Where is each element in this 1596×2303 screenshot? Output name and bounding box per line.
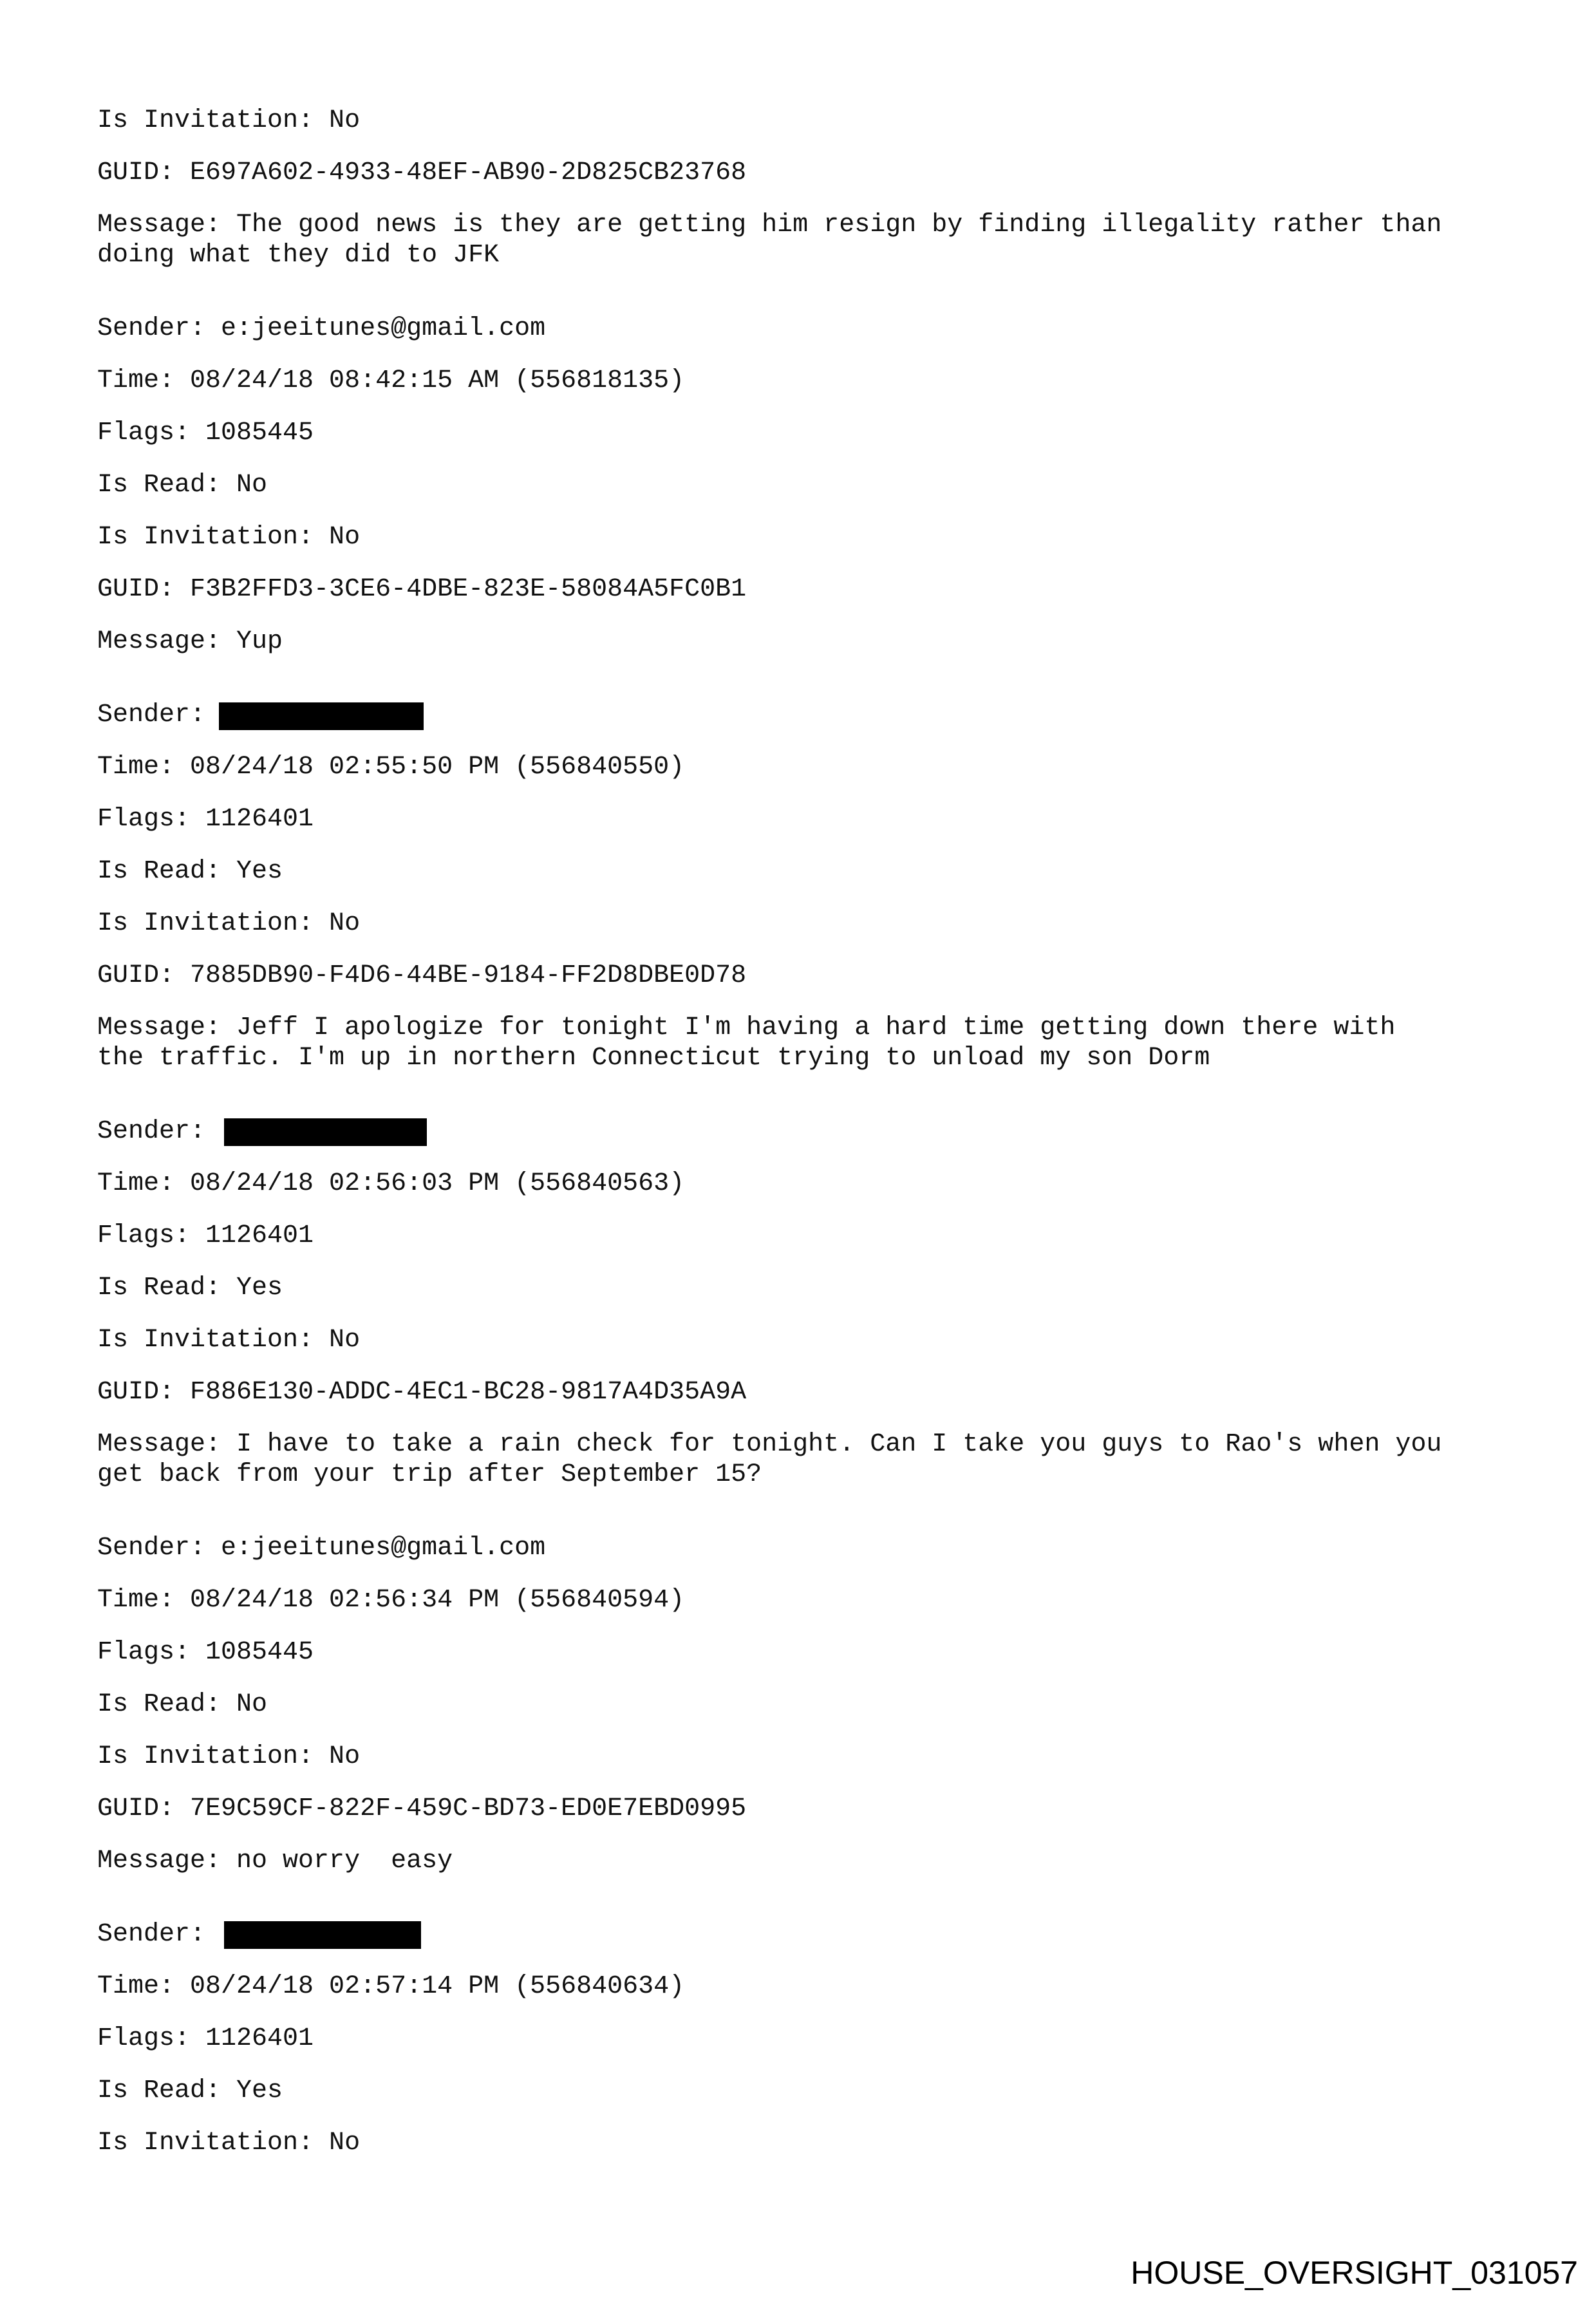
field-is-read: Is Read: Yes (97, 2076, 283, 2105)
field-flags: Flags: 1085445 (97, 1638, 314, 1667)
field-is-invitation: Is Invitation: No (97, 909, 361, 938)
field-guid: GUID: 7885DB90-F4D6-44BE-9184-FF2D8DBE0D78 (97, 961, 747, 990)
field-time: Time: 08/24/18 02:55:50 PM (556840550) (97, 753, 685, 782)
field-time: Time: 08/24/18 08:42:15 AM (556818135) (97, 366, 685, 395)
field-guid: GUID: F3B2FFD3-3CE6-4DBE-823E-58084A5FC0B1 (97, 575, 747, 604)
field-is-read: Is Read: Yes (97, 1274, 283, 1302)
field-sender: Sender: (97, 1117, 206, 1146)
field-message-continuation: get back from your trip after September 15? (97, 1460, 762, 1489)
field-sender: Sender: e:jeeitunes@gmail.com (97, 314, 546, 343)
field-flags: Flags: 1126401 (97, 805, 314, 834)
field-message: Message: Jeff I apologize for tonight I'm having a hard time getting down there with (97, 1013, 1396, 1042)
field-is-invitation: Is Invitation: No (97, 106, 361, 135)
field-time: Time: 08/24/18 02:56:03 PM (556840563) (97, 1169, 685, 1198)
field-is-invitation: Is Invitation: No (97, 523, 361, 552)
field-message-continuation: doing what they did to JFK (97, 241, 500, 270)
field-message-continuation: the traffic. I'm up in northern Connecticut trying to unload my son Dorm (97, 1044, 1210, 1073)
redaction-box (219, 702, 424, 730)
field-sender: Sender: e:jeeitunes@gmail.com (97, 1534, 546, 1563)
field-is-invitation: Is Invitation: No (97, 1326, 361, 1355)
field-guid: GUID: 7E9C59CF-822F-459C-BD73-ED0E7EBD0995 (97, 1794, 747, 1823)
field-guid: GUID: F886E130-ADDC-4EC1-BC28-9817A4D35A9A (97, 1378, 747, 1407)
bates-number: HOUSE_OVERSIGHT_031057 (1131, 2255, 1578, 2291)
field-is-invitation: Is Invitation: No (97, 2129, 361, 2157)
field-flags: Flags: 1126401 (97, 1221, 314, 1250)
field-message: Message: The good news is they are getting him resign by finding illegality rather than (97, 211, 1442, 240)
field-message: Message: Yup (97, 627, 283, 656)
field-is-read: Is Read: No (97, 1690, 268, 1719)
field-is-invitation: Is Invitation: No (97, 1742, 361, 1771)
field-sender: Sender: (97, 1920, 206, 1949)
redaction-box (224, 1921, 421, 1949)
field-message: Message: no worry easy (97, 1847, 453, 1875)
field-sender: Sender: (97, 700, 206, 729)
field-is-read: Is Read: Yes (97, 857, 283, 886)
field-is-read: Is Read: No (97, 471, 268, 500)
field-flags: Flags: 1126401 (97, 2024, 314, 2053)
field-flags: Flags: 1085445 (97, 418, 314, 447)
field-time: Time: 08/24/18 02:57:14 PM (556840634) (97, 1972, 685, 2001)
field-guid: GUID: E697A602-4933-48EF-AB90-2D825CB23768 (97, 158, 747, 187)
field-message: Message: I have to take a rain check for tonight. Can I take you guys to Rao's when you (97, 1430, 1442, 1459)
field-time: Time: 08/24/18 02:56:34 PM (556840594) (97, 1586, 685, 1615)
redaction-box (224, 1118, 427, 1146)
